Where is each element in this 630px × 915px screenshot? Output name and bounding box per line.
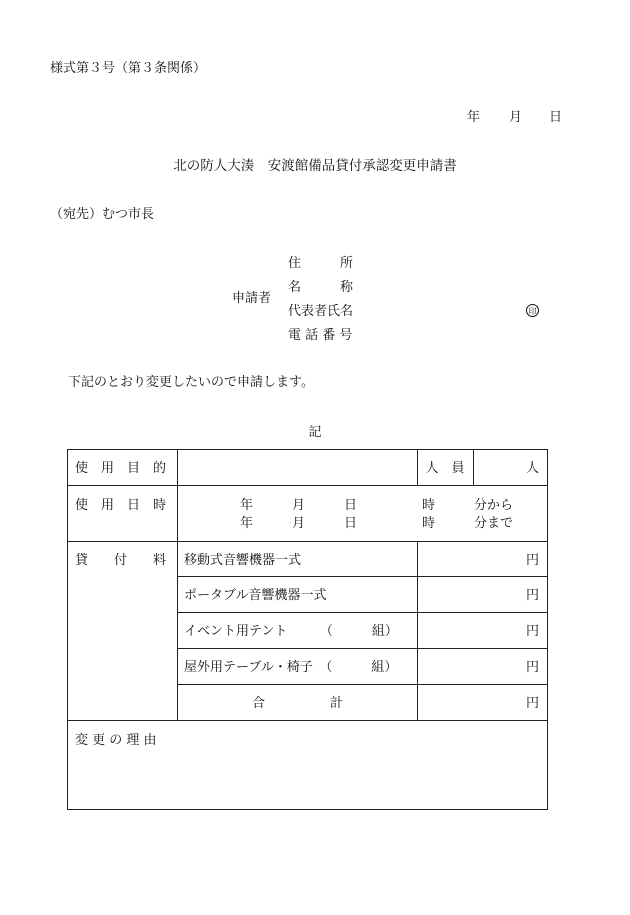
seal-mark: 印 xyxy=(526,304,539,317)
fee-yen: 円 xyxy=(525,553,539,568)
datetime-from: 年 月 日 時 分から xyxy=(240,498,514,513)
document-title: 北の防人大湊 安渡館備品貸付承認変更申請書 xyxy=(173,158,457,174)
people-label: 人 員 xyxy=(425,461,465,476)
field-address: 住 所 xyxy=(288,256,354,271)
fee-item: イベント用テント （ 組） xyxy=(184,624,398,639)
form-number: 様式第３号（第３条関係） xyxy=(50,61,207,76)
row-divider xyxy=(68,485,547,486)
row-divider xyxy=(177,648,547,649)
row-divider xyxy=(177,612,547,613)
field-name: 名 称 xyxy=(288,280,354,295)
reason-label: 変 更 の 理 由 xyxy=(75,733,157,748)
people-unit: 人 xyxy=(525,461,539,476)
fee-yen: 円 xyxy=(525,624,539,639)
total-yen: 円 xyxy=(525,696,539,711)
row-divider xyxy=(177,684,547,685)
datetime-to: 年 月 日 時 分まで xyxy=(240,516,514,531)
purpose-label: 使 用 目 的 xyxy=(75,461,167,476)
field-representative: 代表者氏名 xyxy=(288,304,354,319)
date-day-label: 日 xyxy=(549,110,563,125)
datetime-label: 使 用 日 時 xyxy=(75,498,167,513)
row-divider xyxy=(68,541,547,542)
field-phone: 電 話 番 号 xyxy=(288,328,353,343)
fee-item: 屋外用テーブル・椅子 （ 組） xyxy=(184,660,398,675)
column-divider xyxy=(473,450,474,485)
total-label: 合 計 xyxy=(251,696,343,711)
application-table xyxy=(67,449,548,810)
fee-yen: 円 xyxy=(525,588,539,603)
fee-item: 移動式音響機器一式 xyxy=(184,553,302,568)
date-month-label: 月 xyxy=(509,110,523,125)
fee-label: 貸 付 料 xyxy=(75,553,167,568)
column-divider xyxy=(417,541,418,720)
intro-text: 下記のとおり変更したいので申請します。 xyxy=(68,375,314,390)
column-divider xyxy=(417,450,418,485)
row-divider xyxy=(68,720,547,721)
applicant-label: 申請者 xyxy=(232,291,272,306)
fee-yen: 円 xyxy=(525,660,539,675)
row-divider xyxy=(177,576,547,577)
column-divider xyxy=(177,450,178,720)
fee-item: ポータブル音響機器一式 xyxy=(184,588,327,603)
addressee: （宛先）むつ市長 xyxy=(50,207,155,222)
ki-heading: 記 xyxy=(308,425,322,440)
date-year-label: 年 xyxy=(467,110,481,125)
